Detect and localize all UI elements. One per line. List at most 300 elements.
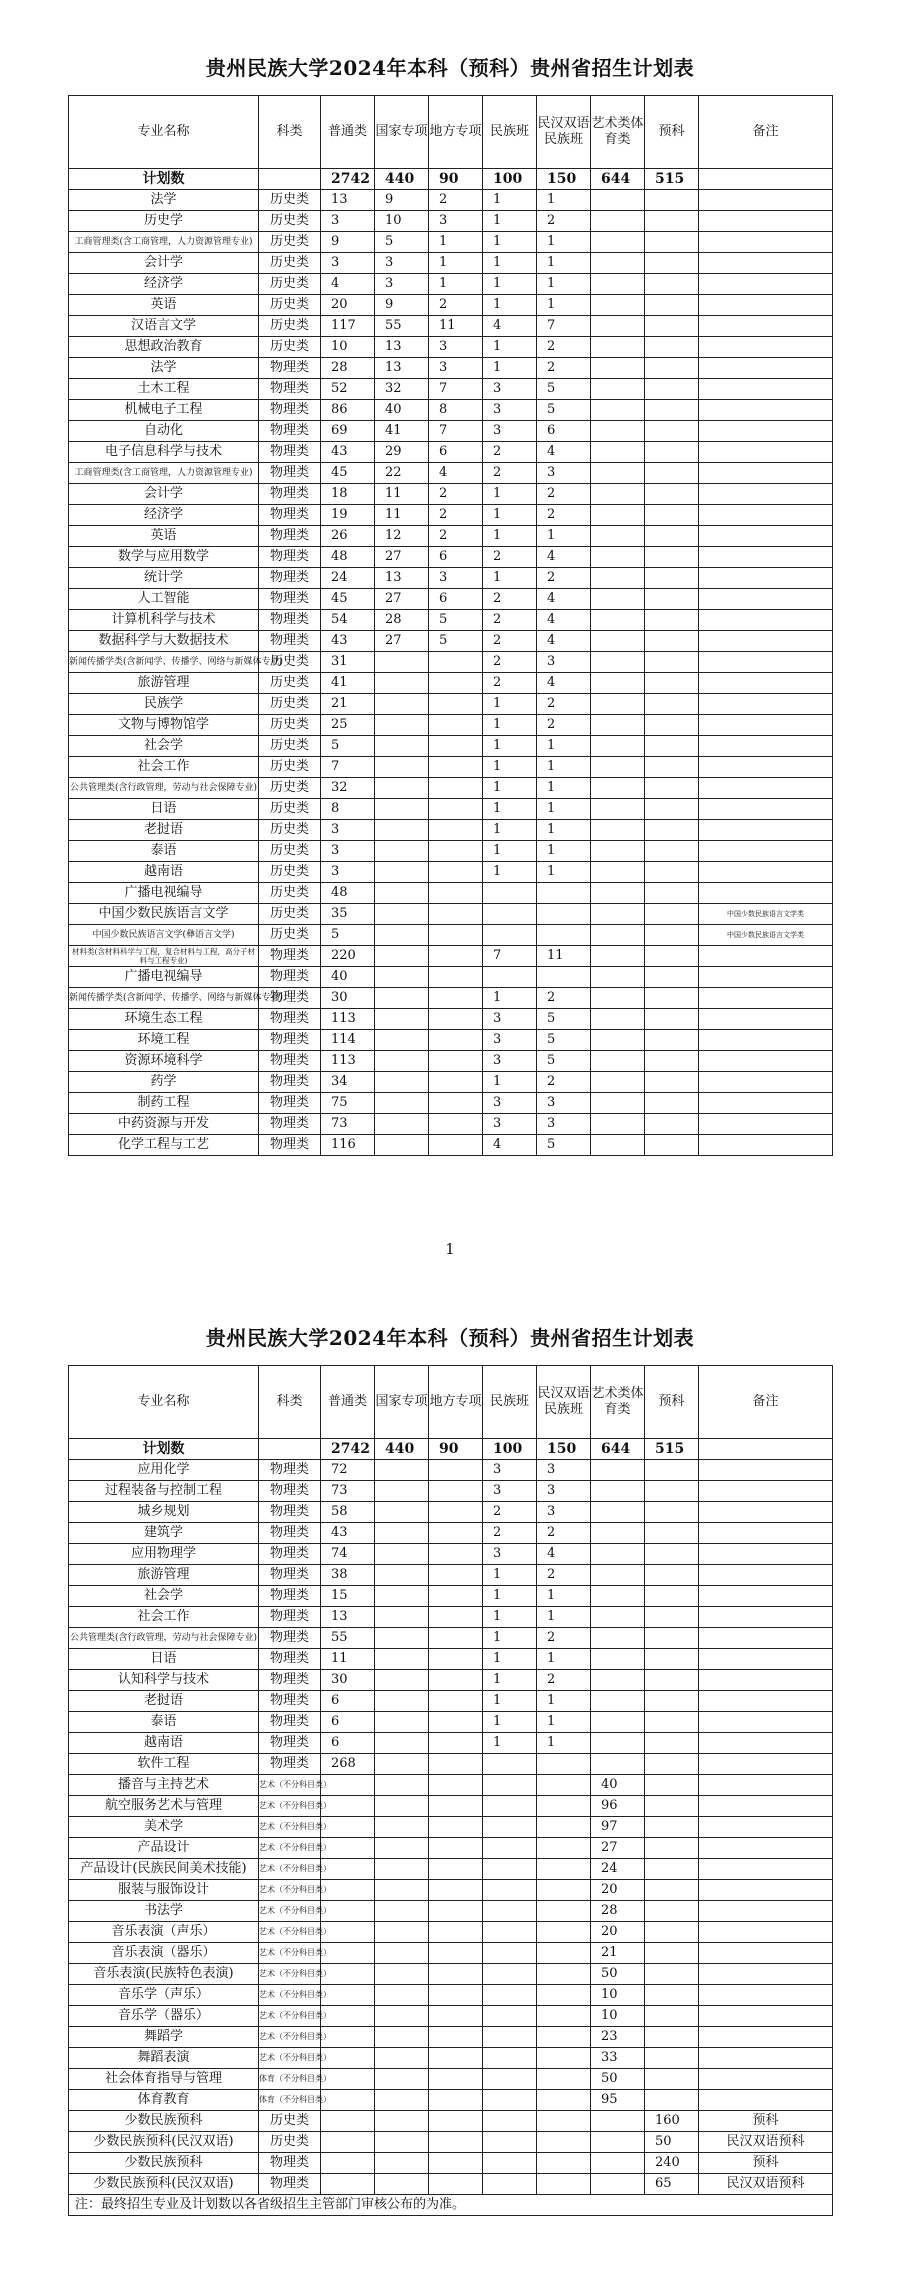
national-special-count: 11 [375,505,429,526]
national-special-count [375,1586,429,1607]
art-sports-count [591,2153,645,2174]
remark [699,1985,833,2006]
local-special-count: 2 [429,526,483,547]
major-name: 泰语 [69,841,259,862]
major-name: 社会工作 [69,1607,259,1628]
local-special-count [429,799,483,820]
major-name: 软件工程 [69,1754,259,1775]
table-row [69,610,833,631]
preparatory-count [645,1817,699,1838]
remark [699,358,833,379]
major-name: 产品设计(民族民间美术技能) [69,1859,259,1880]
local-special-count [429,1691,483,1712]
local-special-count [429,1072,483,1093]
remark [699,547,833,568]
table-row [69,2153,833,2174]
regular-count: 73 [321,1114,375,1135]
category: 物理类 [259,358,321,379]
category: 历史类 [259,820,321,841]
national-special-count: 10 [375,211,429,232]
preparatory-count [645,1481,699,1502]
regular-count: 55 [321,1628,375,1649]
table-row [69,1523,833,1544]
local-special-count [429,736,483,757]
major-name: 旅游管理 [69,673,259,694]
total-row [69,1439,833,1460]
local-special-count [429,1649,483,1670]
regular-count: 3 [321,820,375,841]
major-name: 工商管理类(含工商管理，人力资源管理专业) [69,463,259,484]
major-name: 法学 [69,358,259,379]
preparatory-count [645,841,699,862]
major-name: 机械电子工程 [69,400,259,421]
table-row [69,1009,833,1030]
art-sports-count [591,904,645,925]
bilingual-class-count: 11 [537,946,591,967]
major-name: 经济学 [69,274,259,295]
preparatory-count [645,253,699,274]
art-sports-count [591,757,645,778]
ethnic-class-count: 1 [483,358,537,379]
national-special-count [375,1712,429,1733]
local-special-count: 2 [429,505,483,526]
remark [699,568,833,589]
remark [699,505,833,526]
remark [699,946,833,967]
ethnic-class-count: 2 [483,1523,537,1544]
regular-count [321,2174,375,2195]
category: 物理类 [259,1093,321,1114]
bilingual-class-count [537,1880,591,1901]
total-remark [699,1439,833,1460]
bilingual-class-count: 5 [537,1051,591,1072]
local-special-count [429,1796,483,1817]
local-special-count [429,862,483,883]
category: 物理类 [259,946,321,967]
local-special-count [429,1051,483,1072]
local-special-count [429,1628,483,1649]
preparatory-count [645,1733,699,1754]
art-sports-count [591,295,645,316]
national-special-count: 13 [375,568,429,589]
bilingual-class-count [537,904,591,925]
table-row [69,799,833,820]
art-sports-count [591,316,645,337]
local-special-count: 3 [429,337,483,358]
art-sports-count [591,673,645,694]
major-name: 越南语 [69,1733,259,1754]
art-sports-count [591,337,645,358]
category: 物理类 [259,967,321,988]
local-special-count: 5 [429,610,483,631]
category: 历史类 [259,904,321,925]
ethnic-class-count: 2 [483,631,537,652]
art-sports-count: 95 [591,2090,645,2111]
ethnic-class-count [483,1775,537,1796]
major-name: 民族学 [69,694,259,715]
category: 物理类 [259,463,321,484]
category: 历史类 [259,757,321,778]
table-row [69,526,833,547]
category: 艺术（不分科目类） [259,1985,321,2006]
national-special-count [375,1796,429,1817]
local-special-count [429,652,483,673]
art-sports-count [591,589,645,610]
preparatory-count [645,799,699,820]
art-sports-count [591,1481,645,1502]
regular-count: 3 [321,253,375,274]
remark [699,1859,833,1880]
art-sports-count [591,505,645,526]
remark [699,2090,833,2111]
major-name: 文物与博物馆学 [69,715,259,736]
local-special-count [429,967,483,988]
ethnic-class-count [483,1964,537,1985]
table-row [69,778,833,799]
category: 历史类 [259,295,321,316]
ethnic-class-count: 1 [483,190,537,211]
category: 艺术（不分科目类） [259,1880,321,1901]
preparatory-count [645,190,699,211]
art-sports-count: 10 [591,1985,645,2006]
preparatory-count [645,2069,699,2090]
bilingual-class-count: 7 [537,316,591,337]
national-special-count [375,715,429,736]
table-row [69,1964,833,1985]
preparatory-count [645,2048,699,2069]
preparatory-count [645,1775,699,1796]
category: 物理类 [259,379,321,400]
column-header-national-special-count: 国家专项 [375,96,429,169]
local-special-count: 6 [429,589,483,610]
table-row [69,1733,833,1754]
national-special-count: 9 [375,295,429,316]
major-name: 环境工程 [69,1030,259,1051]
art-sports-count [591,1586,645,1607]
art-sports-count [591,2132,645,2153]
major-name: 产品设计 [69,1838,259,1859]
local-special-count: 3 [429,211,483,232]
regular-count: 40 [321,967,375,988]
category: 历史类 [259,337,321,358]
category: 历史类 [259,694,321,715]
preparatory-count [645,358,699,379]
regular-count: 6 [321,1712,375,1733]
local-special-count [429,1586,483,1607]
art-sports-count [591,820,645,841]
bilingual-class-count: 1 [537,253,591,274]
table-row [69,190,833,211]
art-sports-count [591,862,645,883]
national-special-count [375,673,429,694]
major-name: 资源环境科学 [69,1051,259,1072]
remark [699,1943,833,1964]
major-name: 广播电视编导 [69,883,259,904]
regular-count: 13 [321,190,375,211]
preparatory-count [645,946,699,967]
remark [699,1544,833,1565]
art-sports-count [591,715,645,736]
table-row [69,232,833,253]
preparatory-count [645,2090,699,2111]
preparatory-count [645,526,699,547]
category: 物理类 [259,484,321,505]
national-special-count [375,2090,429,2111]
table-row [69,1072,833,1093]
regular-count: 3 [321,211,375,232]
local-special-count [429,1544,483,1565]
table-row [69,1544,833,1565]
ethnic-class-count: 1 [483,232,537,253]
regular-count [321,2132,375,2153]
table-row [69,2174,833,2195]
preparatory-count [645,1880,699,1901]
bilingual-class-count: 2 [537,715,591,736]
ethnic-class-count: 4 [483,1135,537,1156]
column-header-preparatory-count: 预科 [645,96,699,169]
art-sports-count: 33 [591,2048,645,2069]
major-name: 新闻传播学类(含新闻学、传播学、网络与新媒体专业) [69,652,259,673]
ethnic-class-count: 3 [483,1114,537,1135]
table-row [69,316,833,337]
preparatory-count [645,1586,699,1607]
category: 历史类 [259,2132,321,2153]
art-sports-count: 97 [591,1817,645,1838]
major-name: 化学工程与工艺 [69,1135,259,1156]
local-special-count: 6 [429,547,483,568]
bilingual-class-count [537,2111,591,2132]
major-name: 数据科学与大数据技术 [69,631,259,652]
major-name: 音乐学（器乐） [69,2006,259,2027]
national-special-count [375,1030,429,1051]
major-name: 环境生态工程 [69,1009,259,1030]
national-special-count [375,862,429,883]
local-special-count [429,1922,483,1943]
remark [699,778,833,799]
ethnic-class-count: 1 [483,1649,537,1670]
art-sports-count [591,1030,645,1051]
table-row [69,1628,833,1649]
local-special-count [429,904,483,925]
national-special-count: 40 [375,400,429,421]
category: 物理类 [259,568,321,589]
preparatory-count [645,1460,699,1481]
local-special-count: 4 [429,463,483,484]
national-special-count [375,694,429,715]
bilingual-class-count: 2 [537,1670,591,1691]
local-special-count [429,1481,483,1502]
remark [699,883,833,904]
art-sports-count [591,1093,645,1114]
bilingual-class-count [537,2048,591,2069]
remark [699,631,833,652]
bilingual-class-count: 2 [537,694,591,715]
local-special-count [429,1754,483,1775]
major-name: 法学 [69,190,259,211]
ethnic-class-count: 3 [483,1460,537,1481]
bilingual-class-count: 2 [537,358,591,379]
total-ethnic-class-count: 100 [483,1439,537,1460]
ethnic-class-count: 2 [483,673,537,694]
art-sports-count [591,631,645,652]
major-name: 工商管理类(含工商管理，人力资源管理专业) [69,232,259,253]
major-name: 会计学 [69,253,259,274]
preparatory-count [645,1544,699,1565]
ethnic-class-count [483,1943,537,1964]
remark [699,1565,833,1586]
bilingual-class-count: 2 [537,505,591,526]
local-special-count [429,2153,483,2174]
bilingual-class-count: 4 [537,589,591,610]
table-row [69,379,833,400]
remark [699,799,833,820]
preparatory-count [645,547,699,568]
remark [699,1754,833,1775]
bilingual-class-count [537,1775,591,1796]
major-name: 过程装备与控制工程 [69,1481,259,1502]
regular-count: 10 [321,337,375,358]
national-special-count [375,799,429,820]
national-special-count [375,1009,429,1030]
preparatory-count [645,2006,699,2027]
national-special-count [375,1628,429,1649]
bilingual-class-count: 3 [537,1502,591,1523]
ethnic-class-count: 1 [483,778,537,799]
table-row [69,1607,833,1628]
preparatory-count [645,1114,699,1135]
bilingual-class-count: 1 [537,1586,591,1607]
category: 物理类 [259,1691,321,1712]
remark [699,757,833,778]
local-special-count [429,1502,483,1523]
art-sports-count [591,2174,645,2195]
bilingual-class-count [537,1964,591,1985]
art-sports-count [591,1712,645,1733]
regular-count: 268 [321,1754,375,1775]
major-name: 土木工程 [69,379,259,400]
remark [699,1796,833,1817]
preparatory-count [645,1964,699,1985]
footnote: 注：最终招生专业及计划数以各省级招生主管部门审核公布的为准。 [69,2195,833,2216]
local-special-count: 7 [429,379,483,400]
table-row [69,1817,833,1838]
remark: 民汉双语预科 [699,2132,833,2153]
table-row [69,2090,833,2111]
bilingual-class-count [537,1817,591,1838]
major-name: 建筑学 [69,1523,259,1544]
regular-count: 15 [321,1586,375,1607]
bilingual-class-count: 2 [537,988,591,1009]
regular-count: 28 [321,358,375,379]
category: 历史类 [259,799,321,820]
remark [699,232,833,253]
art-sports-count [591,778,645,799]
preparatory-count [645,1523,699,1544]
total-ethnic-class-count: 100 [483,169,537,190]
table-row [69,211,833,232]
table-row [69,1586,833,1607]
major-name: 音乐表演（声乐） [69,1922,259,1943]
ethnic-class-count: 1 [483,295,537,316]
preparatory-count [645,589,699,610]
bilingual-class-count: 6 [537,421,591,442]
admission-plan-table [68,95,833,1156]
ethnic-class-count [483,883,537,904]
national-special-count [375,1880,429,1901]
preparatory-count [645,883,699,904]
art-sports-count [591,568,645,589]
national-special-count [375,2111,429,2132]
ethnic-class-count: 2 [483,652,537,673]
ethnic-class-count [483,2090,537,2111]
regular-count: 32 [321,778,375,799]
bilingual-class-count [537,925,591,946]
art-sports-count [591,1628,645,1649]
local-special-count [429,2006,483,2027]
national-special-count: 9 [375,190,429,211]
bilingual-class-count: 4 [537,610,591,631]
ethnic-class-count: 2 [483,589,537,610]
major-name: 制药工程 [69,1093,259,1114]
remark: 预科 [699,2153,833,2174]
ethnic-class-count: 3 [483,379,537,400]
national-special-count [375,1565,429,1586]
national-special-count [375,1901,429,1922]
bilingual-class-count [537,2006,591,2027]
bilingual-class-count: 1 [537,1607,591,1628]
preparatory-count [645,1565,699,1586]
regular-count: 3 [321,862,375,883]
national-special-count [375,1964,429,1985]
column-header-remark: 备注 [699,96,833,169]
table-row [69,925,833,946]
preparatory-count [645,673,699,694]
total-regular-count: 2742 [321,1439,375,1460]
remark [699,484,833,505]
local-special-count: 7 [429,421,483,442]
table-row [69,568,833,589]
regular-count [321,2111,375,2132]
ethnic-class-count: 3 [483,1093,537,1114]
table-row [69,820,833,841]
category: 物理类 [259,1628,321,1649]
national-special-count: 55 [375,316,429,337]
ethnic-class-count: 2 [483,442,537,463]
category: 历史类 [259,715,321,736]
column-header-preparatory-count: 预科 [645,1366,699,1439]
category: 物理类 [259,1670,321,1691]
admission-plan-table [68,1365,833,2216]
regular-count: 220 [321,946,375,967]
column-header-ethnic-class-count: 民族班 [483,1366,537,1439]
bilingual-class-count: 2 [537,568,591,589]
national-special-count: 11 [375,484,429,505]
category: 物理类 [259,1754,321,1775]
remark [699,694,833,715]
table-row [69,736,833,757]
table-row [69,841,833,862]
ethnic-class-count: 1 [483,337,537,358]
category: 历史类 [259,778,321,799]
ethnic-class-count: 1 [483,841,537,862]
category: 艺术（不分科目类） [259,1943,321,1964]
preparatory-count [645,1859,699,1880]
bilingual-class-count: 1 [537,1649,591,1670]
national-special-count [375,2174,429,2195]
category: 艺术（不分科目类） [259,2006,321,2027]
major-name: 数学与应用数学 [69,547,259,568]
art-sports-count [591,1607,645,1628]
